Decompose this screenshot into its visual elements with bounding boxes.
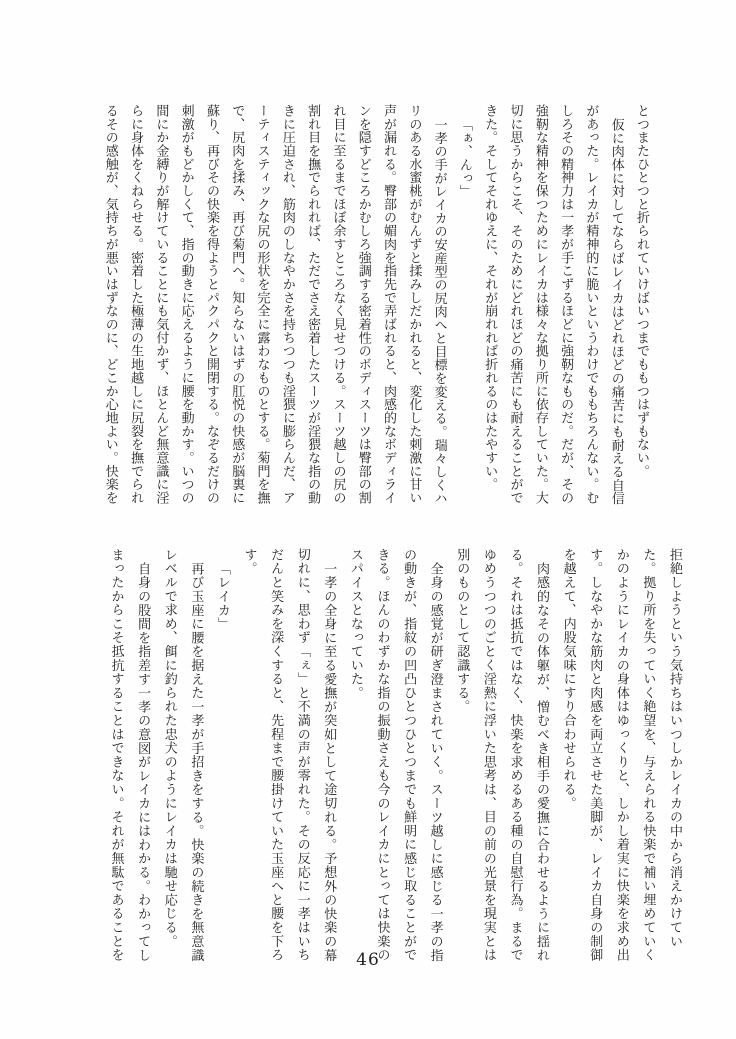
bottom-text-block [102,548,687,968]
text-column: ゆめうつつのごとく淫熱に浮いた思考は、目の前の光景を現実とは [480,548,496,962]
text-column: るその感触が、気持ちが悪いはずなのに、どこか心地よい。快楽を [102,104,118,505]
text-column: 切に思うからこそ、そのためにどれほどの痛苦にも耐えることがで [507,104,523,505]
text-column: れ目に至るまでほぼ余すところなく見せつける。スーツ越しの尻の [330,104,346,505]
top-text-block [97,104,654,510]
dialogue-column: 「ぁ、んっ」 [456,117,472,198]
text-column: を越えて、内股気味にすり合わせられる。 [560,548,576,811]
text-column: ーティスティックな尻の形状を完全に露わなものとする。菊門を撫 [254,104,270,505]
text-column: しろその精神力は一孝が手こずるほどに強靭なものだ。だが、その [558,104,574,505]
text-column: 拒絶しようという気持ちはいつしかレイカの中から消えかけてい [667,548,682,949]
text-column: 割れ目を撫でられれば、ただでさえ密着したスーツが淫猥な指の動 [305,104,321,505]
text-column: きる。ほんのわずかな指の振動さえも今のレイカにとっては快楽の [374,548,390,962]
text-column: 強靭な精神を保つためにレイカは様々な拠り所に依存していた。大 [532,104,548,505]
text-column: の動きが、指紋の凹凸ひとつひとつまでも鮮明に感じ取ることがで [401,548,417,962]
dialogue-column: 「レイカ」 [214,561,230,631]
text-column: る。それは抵抗ではなく、快楽を求めるある種の自慰行為。まるで [507,548,523,962]
text-column: 別のものとして認識する。 [454,548,470,714]
text-column: リのある水蜜桃がむんずと揉みしだかれると、変化した刺激に甘い [406,104,422,505]
text-column: があった。レイカが精神的に脆いというわけでももちろんない。む [583,104,599,505]
text-column: 再び玉座に腰を据えた一孝が手招きをする。快楽の続きを無意識 [188,561,204,962]
text-column: 切れに、思わず「ぇ」と不満の声が零れた。その反応に一孝はいち [294,548,310,962]
text-column: で、尻肉を揉み、再び菊門へ。知らないはずの肛悦の快感が脳裏に [229,104,245,505]
text-column: とつまたひとつと折られていけばいつまでももつはずもない。 [634,104,649,478]
text-column: スパイスとなっていた。 [347,548,363,700]
text-column: 蘇り、再びその快楽を得ようとパクパクと開閉する。なぞるだけの [203,104,219,505]
text-column: きに圧迫され、筋肉のしなやかさを持ちつつも淫猥に膨らんだ、ア [279,104,295,505]
text-column: 全身の感覚が研ぎ澄まされていく。スーツ越しに感じる一孝の指 [427,561,443,962]
text-column: 一孝の手がレイカの安産型の尻肉へと目標を変える。瑞々しくハ [431,117,447,505]
text-column: 声が漏れる。臀部の媚肉を指先で弄ばれると、肉感的なボディライ [381,104,397,505]
text-column: 間にか金縛りが解けていることにも気付かず、ほとんど無意識に淫 [153,104,169,505]
text-column: た。拠り所を失っていく絶望を、与えられる快楽で補い埋めていく [640,548,656,962]
text-column: 肉感的なその体躯が、憎むべき相手の愛撫に合わせるように揺れ [534,561,550,962]
page-number: 46 [356,950,380,970]
text-column: レベルで求め、餌に釣られた忠犬のようにレイカは馳せ応じる。 [161,548,177,949]
text-column: かのようにレイカの身体はゆっくりと、しかし着実に快楽を求め出 [613,548,629,962]
text-column: まったからこそ抵抗することはできない。それが無駄であることを [108,548,124,962]
text-column: 自身の股間を指差す一孝の意図がレイカにはわかる。わかってし [135,561,151,962]
text-column: らに身体をくねらせる。密着した極薄の生地越しに尻裂を撫でられ [128,104,144,505]
text-column: だんと笑みを深くすると、先程まで腰掛けていた玉座へと腰を下ろ [268,548,284,962]
text-column: 刺激がもどかしくて、指の動きに応えるように腰を動かす。いつの [178,104,194,505]
text-column: きた。そしてそれゆえに、それが崩れれば折れるのはたやすい。 [482,104,498,492]
text-column: 仮に肉体に対してならばレイカはどれほどの痛苦にも耐える自信 [608,117,624,505]
text-column: 一孝の全身に至る愛撫が突如として途切れる。予想外の快楽の幕 [321,561,337,962]
text-column: す。しなやかな筋肉と肉感を両立させた美脚が、レイカ自身の制御 [587,548,603,962]
text-column: す。 [241,548,257,576]
text-column: ンを隠すどころかむしろ強調する密着性のボディスーツは臀部の割 [355,104,371,505]
